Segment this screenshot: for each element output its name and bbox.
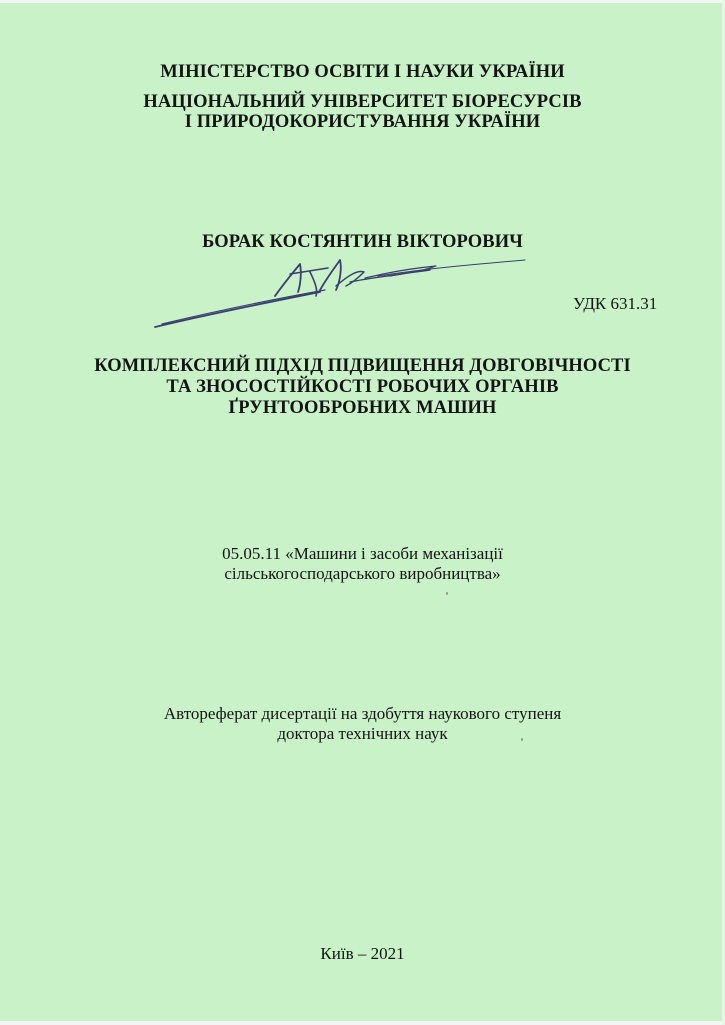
- handwritten-signature: [150, 252, 530, 332]
- udc-code: УДК 631.31: [573, 294, 658, 313]
- specialty-line1: 05.05.11 «Машини і засоби механізації: [222, 544, 503, 563]
- thesis-title-line3: ҐРУНТООБРОБНИХ МАШИН: [228, 398, 497, 418]
- ministry-heading: МІНІСТЕРСТВО ОСВІТИ І НАУКИ УКРАЇНИ: [160, 62, 565, 82]
- paper-speck: [521, 738, 523, 741]
- university-heading-line1: НАЦІОНАЛЬНИЙ УНІВЕРСИТЕТ БІОРЕСУРСІВ: [143, 92, 582, 112]
- city-year: Київ – 2021: [320, 944, 405, 963]
- specialty-line2: сільськогосподарського виробництва»: [224, 564, 501, 583]
- page-edge-top: [0, 0, 725, 3]
- author-name: БОРАК КОСТЯНТИН ВІКТОРОВИЧ: [202, 232, 523, 252]
- degree-line1: Автореферат дисертації на здобуття наукового ступеня: [163, 704, 562, 723]
- paper-speck: [446, 592, 448, 595]
- degree-line2: доктора технічних наук: [277, 724, 448, 743]
- thesis-title-line1: КОМПЛЕКСНИЙ ПІДХІД ПІДВИЩЕННЯ ДОВГОВІЧНОСТІ: [94, 356, 631, 376]
- page-edge-bottom: [0, 1021, 725, 1025]
- university-heading-line2: І ПРИРОДОКОРИСТУВАННЯ УКРАЇНИ: [184, 112, 541, 132]
- thesis-title-line2: ТА ЗНОСОСТІЙКОСТІ РОБОЧИХ ОРГАНІВ: [166, 377, 559, 397]
